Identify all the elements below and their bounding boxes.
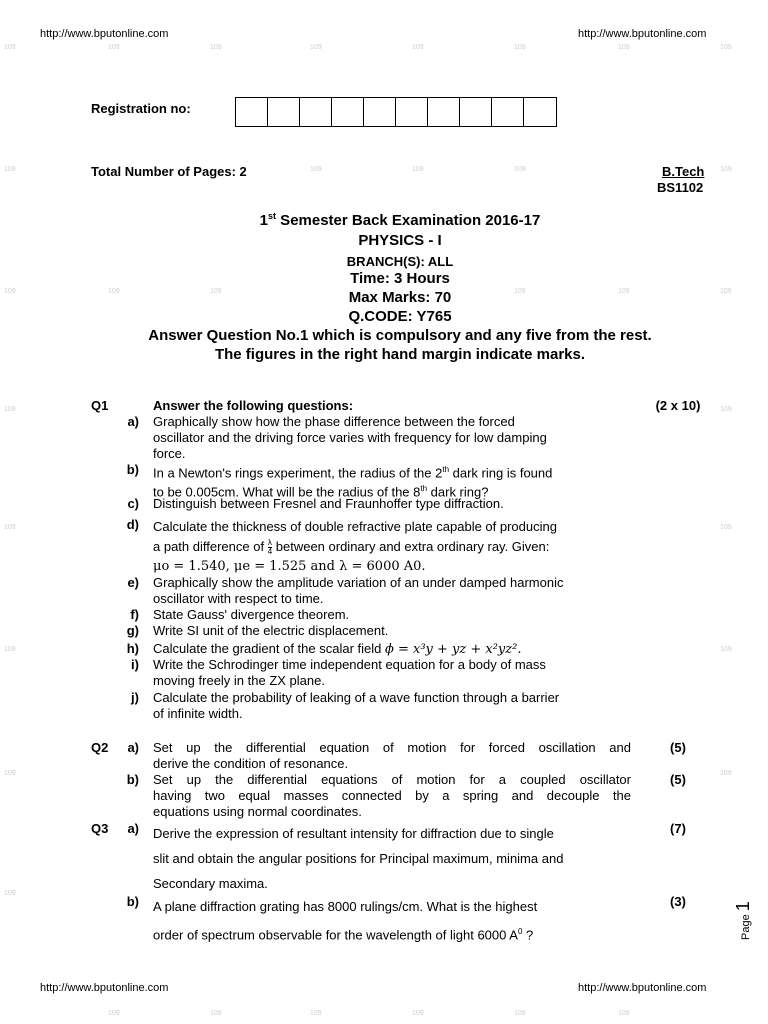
exam-time: Time: 3 Hours: [350, 270, 450, 287]
question-marks: (3): [670, 894, 686, 909]
page-word: Page: [740, 914, 752, 940]
registration-box[interactable]: [332, 98, 364, 126]
text-span: In a Newton's rings experiment, the radius of the 2: [153, 465, 443, 481]
text-line: slit and obtain the angular positions for Principal maximum, minima and: [153, 851, 564, 866]
registration-box[interactable]: [268, 98, 300, 126]
text-span: ?: [522, 927, 534, 943]
watermark: 109: [4, 646, 16, 653]
subquestion-label: g): [126, 623, 139, 638]
watermark: 109: [720, 288, 732, 295]
watermark: 109: [720, 770, 732, 777]
subquestion-text: [153, 788, 631, 804]
question-marks: (5): [670, 772, 686, 787]
branch-info: BRANCH(S): ALL: [346, 254, 454, 269]
watermark: 109: [4, 406, 16, 413]
fraction-numerator: λ: [267, 538, 272, 548]
subquestion-label: a): [127, 821, 139, 836]
text-line: oscillator with respect to time.: [153, 591, 324, 606]
watermark: 109: [618, 44, 630, 51]
registration-label: Registration no:: [91, 101, 191, 116]
watermark: 109: [514, 44, 526, 51]
subquestion-label: b): [126, 772, 139, 787]
question-marks: (2 x 10): [655, 398, 701, 413]
registration-box[interactable]: [364, 98, 396, 126]
question-marks: (7): [670, 821, 686, 836]
text-line: force.: [153, 446, 186, 461]
registration-box[interactable]: [396, 98, 428, 126]
text-line: having two equal masses connected by a spring and decouple the: [153, 788, 631, 803]
text-line: [153, 462, 552, 481]
text-line: Secondary maxima.: [153, 876, 268, 891]
superscript: 0: [517, 927, 523, 936]
text-span: order of spectrum observable for the wavelength of light 6000 A: [153, 927, 518, 943]
subquestion-text: Distinguish between Fresnel and Fraunhoffer type diffraction.: [153, 496, 504, 511]
watermark: 109: [310, 44, 322, 51]
exam-title: [0, 211, 768, 229]
watermark: 109: [720, 44, 732, 51]
text-line: Graphically show how the phase difference between the forced: [153, 414, 515, 429]
watermark: 109: [412, 166, 424, 173]
subquestion-text: Write SI unit of the electric displacement.: [153, 623, 389, 638]
subject-code: BS1102: [657, 180, 704, 195]
subquestion-text: [153, 462, 552, 501]
subquestion-label: b): [126, 894, 139, 909]
registration-box[interactable]: [428, 98, 460, 126]
superscript: th: [442, 465, 450, 474]
subquestion-label: d): [126, 517, 139, 532]
watermark: 109: [412, 1010, 424, 1017]
page-number: [733, 901, 754, 940]
registration-box[interactable]: [492, 98, 524, 126]
subquestion-label: c): [127, 496, 139, 511]
page-digit: 1: [733, 901, 753, 912]
text-span: dark ring?: [427, 484, 489, 500]
watermark: 109: [412, 44, 424, 51]
text-line: oscillator and the driving force varies with frequency for low damping: [153, 430, 547, 445]
watermark: 109: [514, 288, 526, 295]
subquestion-label: f): [130, 607, 139, 622]
watermark: 109: [514, 166, 526, 173]
watermark: 109: [108, 1010, 120, 1017]
watermark: 109: [720, 524, 732, 531]
question-code: Q.CODE: Y765: [348, 308, 452, 325]
watermark: 109: [618, 288, 630, 295]
text-line: Set up the differential equation of motion for forced oscillation and: [153, 740, 631, 755]
subquestion-text: [153, 821, 563, 896]
subquestion-label: a): [127, 740, 139, 755]
watermark: 109: [310, 1010, 322, 1017]
max-marks: Max Marks: 70: [348, 289, 452, 306]
subject-name: PHYSICS - I: [358, 232, 442, 249]
course-name: B.Tech: [662, 164, 705, 179]
subquestion-text: [153, 772, 631, 788]
subquestion-text: [153, 641, 521, 658]
text-span: a path difference of: [153, 539, 268, 554]
watermark: 109: [108, 288, 120, 295]
subquestion-text: State Gauss' divergence theorem.: [153, 607, 350, 622]
fraction-denominator: 4: [267, 547, 273, 557]
registration-box[interactable]: [460, 98, 492, 126]
watermark: 109: [210, 44, 222, 51]
given-values: μo = 1.540, μe = 1.525 and λ = 6000 A0.: [153, 559, 426, 574]
text-line: [153, 537, 557, 557]
subquestion-text: equations using normal coordinates.: [153, 804, 362, 819]
text-line: [153, 919, 537, 947]
scalar-field-equation: ϕ = x³y + yz + x²yz².: [384, 642, 522, 657]
text-line: Write the Schrodinger time independent equation for a body of mass: [153, 657, 546, 672]
watermark: 109: [720, 406, 732, 413]
superscript: th: [420, 484, 428, 494]
watermark: 109: [720, 646, 732, 653]
subquestion-text: [153, 517, 557, 577]
text-span: to be 0.005cm. What will be the radius of the 8: [153, 484, 421, 500]
text-line: moving freely in the ZX plane.: [153, 673, 325, 688]
semester-suffix: st: [268, 211, 277, 221]
subquestion-label: e): [127, 575, 139, 590]
watermark: 109: [4, 288, 16, 295]
instruction-line-2: The figures in the right hand margin indicate marks.: [214, 346, 586, 363]
watermark: 109: [720, 166, 732, 173]
subquestion-text: [153, 414, 547, 462]
question-number: Q1: [91, 398, 109, 413]
question-heading: Answer the following questions:: [153, 398, 354, 413]
subquestion-text: [153, 575, 563, 607]
text-line: Calculate the probability of leaking of a wave function through a barrier: [153, 690, 560, 705]
header-url-right[interactable]: http://www.bputonline.com: [578, 28, 707, 40]
text-span: between ordinary and extra ordinary ray. Given:: [272, 539, 550, 554]
watermark: 109: [4, 770, 16, 777]
text-line: Graphically show the amplitude variation of an under damped harmonic: [153, 575, 564, 590]
subquestion-text: [153, 894, 537, 947]
question-number: Q2: [91, 740, 109, 755]
subquestion-text: [153, 740, 631, 756]
footer-url-left[interactable]: http://www.bputonline.com: [40, 982, 169, 994]
text-span: dark ring is found: [449, 465, 553, 481]
watermark: 109: [514, 1010, 526, 1017]
text-line: Set up the differential equations of motion for a coupled oscillator: [153, 772, 631, 787]
watermark: 109: [210, 288, 222, 295]
text-line: Calculate the thickness of double refractive plate capable of producing: [153, 519, 557, 534]
watermark: 109: [4, 524, 16, 531]
subquestion-text: [153, 690, 559, 722]
watermark: 109: [210, 1010, 222, 1017]
subquestion-text: [153, 657, 546, 689]
text-line: of infinite width.: [153, 706, 243, 721]
watermark: 109: [108, 44, 120, 51]
watermark: 109: [618, 1010, 630, 1017]
registration-boxes[interactable]: [235, 97, 557, 127]
question-marks: (5): [670, 740, 686, 755]
exam-title-text: Semester Back Examination 2016-17: [276, 212, 541, 229]
watermark: 109: [4, 890, 16, 897]
registration-box[interactable]: [236, 98, 268, 126]
subquestion-label: h): [126, 641, 139, 656]
subquestion-label: b): [126, 462, 139, 477]
registration-box[interactable]: [300, 98, 332, 126]
text-line: Derive the expression of resultant intensity for diffraction due to single: [153, 826, 554, 841]
subquestion-label: j): [131, 690, 139, 705]
instruction-line-1: Answer Question No.1 which is compulsory and any five from the rest.: [148, 327, 652, 344]
footer-url-right[interactable]: http://www.bputonline.com: [578, 982, 707, 994]
subquestion-text: derive the condition of resonance.: [153, 756, 349, 771]
registration-box[interactable]: [524, 98, 556, 126]
subquestion-label: i): [131, 657, 139, 672]
subquestion-label: a): [127, 414, 139, 429]
watermark: 109: [4, 44, 16, 51]
header-url-left[interactable]: http://www.bputonline.com: [40, 28, 169, 40]
text-span: Calculate the gradient of the scalar field: [153, 641, 385, 656]
total-pages: Total Number of Pages: 2: [91, 164, 247, 179]
watermark: 109: [310, 166, 322, 173]
text-line: A plane diffraction grating has 8000 rulings/cm. What is the highest: [153, 899, 538, 914]
question-number: Q3: [91, 821, 109, 836]
watermark: 109: [4, 166, 16, 173]
semester-number: 1: [259, 212, 268, 229]
